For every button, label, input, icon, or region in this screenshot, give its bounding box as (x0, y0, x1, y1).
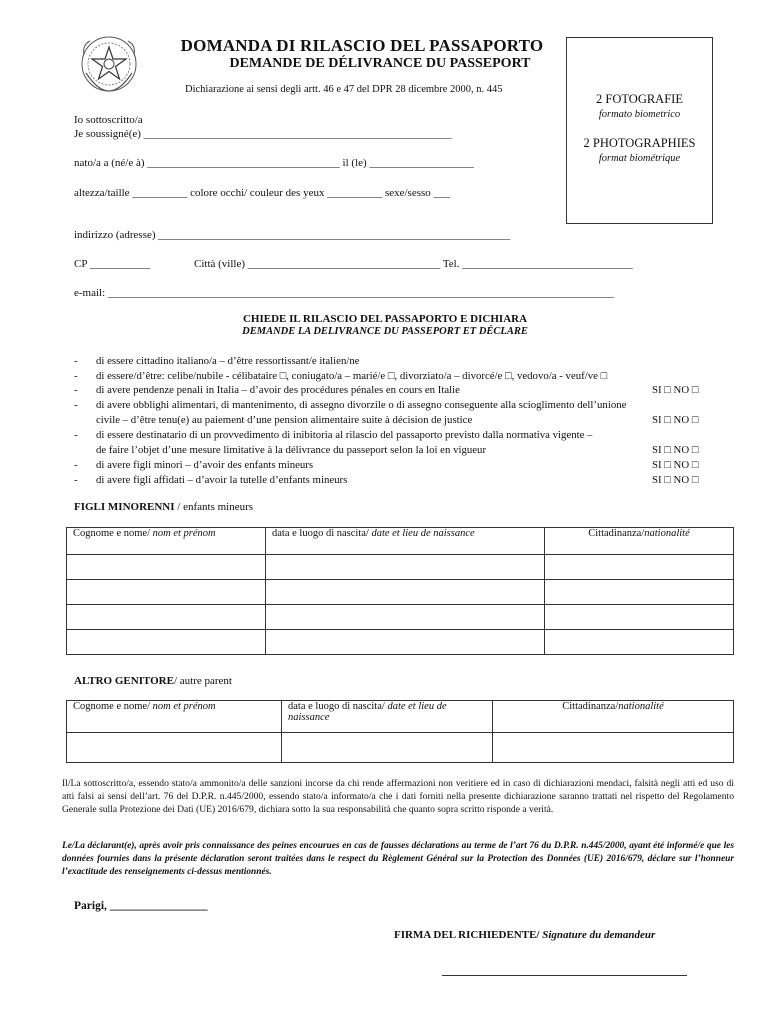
column-header-italic: nom et prénom (150, 701, 216, 712)
column-header-citizenship (493, 701, 734, 733)
si-no-checkboxes[interactable]: SI □ NO □ (652, 444, 699, 456)
table-cell[interactable] (282, 733, 493, 763)
si-no-checkboxes[interactable]: SI □ NO □ (652, 384, 699, 396)
column-header-text: Cognome e nome/ (73, 528, 150, 539)
photo-box (566, 37, 713, 224)
signature-label-italic: Signature du demandeur (539, 929, 656, 941)
table-cell[interactable] (67, 630, 266, 655)
photo-count-italian: 2 FOTOGRAFIE (596, 92, 683, 106)
list-bullet: - (74, 355, 78, 367)
column-header-birth (282, 701, 493, 733)
list-item: di avere obblighi alimentari, di mantenimento, di assegno divorzile o di assegno conseguente alla scioglimento dell’unione (96, 399, 627, 411)
table-cell[interactable] (266, 630, 545, 655)
column-header-text: Cittadinanza/ (562, 701, 619, 712)
field-city-tel[interactable]: Città (ville) ___________________________________ Tel. _______________________________ (194, 258, 633, 270)
other-parent-heading-rest: / autre parent (173, 675, 232, 687)
list-bullet: - (74, 459, 78, 471)
table-header-row (67, 701, 734, 733)
column-header-name (67, 701, 282, 733)
table-row (67, 733, 734, 763)
list-item: di avere figli minori – d’avoir des enfants mineurs (96, 459, 314, 471)
column-header-italic: nationalité (618, 701, 664, 712)
table-header-row (67, 528, 734, 555)
table-cell[interactable] (266, 580, 545, 605)
field-birth-place-date[interactable]: nato/a a (né/e à) ___________________________________ il (le) ___________________ (74, 157, 474, 169)
photo-format-french: format biométrique (598, 153, 681, 164)
column-header-italic: date et lieu de naissance (368, 528, 475, 539)
table-row (67, 555, 734, 580)
place-date-field[interactable]: Parigi, _________________ (74, 900, 208, 912)
field-postal-code[interactable]: CP ___________ (74, 258, 151, 270)
table-cell[interactable] (67, 580, 266, 605)
list-item-civil-status[interactable]: di essere/d’être: celibe/nubile - célibataire □, coniugato/a – marié/e □, divorziato/a – divorcé/e □, vedovo/a - veuf/ve □ (96, 370, 608, 382)
children-heading (74, 501, 253, 513)
table-row (67, 580, 734, 605)
column-header-text: Cittadinanza/ (588, 528, 645, 539)
list-bullet: - (74, 370, 78, 382)
list-item: di essere destinatario di un provvedimento di inibitoria al rilascio del passaporto previsto dalla normativa vigente – (96, 429, 593, 441)
list-bullet: - (74, 399, 78, 411)
column-header-italic: date et lieu de naissance (288, 701, 447, 723)
signature-line[interactable] (442, 975, 687, 976)
table-cell[interactable] (67, 605, 266, 630)
children-heading-rest: / enfants mineurs (174, 501, 254, 513)
column-header-text: Cognome e nome/ (73, 701, 150, 712)
legal-paragraph-italian: Il/La sottoscritto/a, essendo stato/a ammonito/a delle sanzioni incorse da chi rende affermazioni non veritiere ed in caso di dichiarazioni mendaci, falsità negli atti ed uso di atti falsi ai sensi dell’art. 76 del D.P.R. n.445/2000, essendo stato/a informato/a che i dati forniti nella presente dichiarazione saranno trattati nel rispetto del Regolamento Generale sulla Protezione dei Dati (UE) 2016/679, dichiara sotto la sua responsabilità che quanto sopra scritto risponde a verità. (62, 778, 734, 815)
list-bullet: - (74, 474, 78, 486)
table-cell[interactable] (545, 580, 734, 605)
table-cell[interactable] (266, 555, 545, 580)
other-parent-heading-bold: ALTRO GENITORE (74, 675, 174, 687)
children-table (66, 527, 734, 655)
column-header-citizenship (545, 528, 734, 555)
field-height-eyes-sex[interactable]: altezza/taille __________ colore occhi/ couleur des yeux __________ sexe/sesso ___ (74, 187, 451, 199)
form-title-italian: DOMANDA DI RILASCIO DEL PASSAPORTO (180, 36, 544, 55)
other-parent-heading (74, 675, 232, 687)
other-parent-table (66, 700, 734, 763)
legal-declaration-reference: Dichiarazione ai sensi degli artt. 46 e 47 del DPR 28 dicembre 2000, n. 445 (185, 84, 503, 95)
field-email[interactable]: e-mail: ____________________________________________________________________________________________ (74, 287, 614, 299)
children-heading-bold: FIGLI MINORENNI (74, 501, 175, 513)
table-cell[interactable] (545, 605, 734, 630)
table-cell[interactable] (545, 630, 734, 655)
list-item-continuation: civile – d’être tenu(e) au paiement d’une pension alimentaire suite à décision de justice (96, 414, 473, 426)
form-title-french: DEMANDE DE DÉLIVRANCE DU PASSEPORT (229, 56, 531, 71)
photo-format-italian: formato biometrico (598, 109, 681, 120)
photo-count-english: 2 PHOTOGRAPHIES (583, 136, 696, 150)
section-title: CHIEDE IL RILASCIO DEL PASSAPORTO E DICHIARA (242, 313, 528, 325)
signature-label-bold: FIRMA DEL RICHIEDENTE/ (394, 929, 540, 941)
column-header-italic: nationalité (644, 528, 690, 539)
table-cell[interactable] (545, 555, 734, 580)
table-row (67, 630, 734, 655)
table-row (67, 605, 734, 630)
table-cell[interactable] (67, 733, 282, 763)
section-subtitle: DEMANDE LA DELIVRANCE DU PASSEPORT ET DÉCLARE (242, 326, 528, 337)
list-item: di avere figli affidati – d’avoir la tutelle d’enfants mineurs (96, 474, 348, 486)
column-header-text: data e luogo di nascita/ (288, 701, 385, 712)
si-no-checkboxes[interactable]: SI □ NO □ (652, 474, 699, 486)
list-item: di avere pendenze penali in Italia – d’avoir des procédures pénales en cours en Italie (96, 384, 460, 396)
field-je-soussigne[interactable]: Je soussigné(e) ________________________________________________________ (74, 128, 452, 140)
list-item: di essere cittadino italiano/a – d’être ressortissant/e italien/ne (96, 355, 360, 367)
legal-paragraph-french: Le/La déclarant(e), après avoir pris connaissance des peines encourues en cas de fausses déclarations au terme de l’art 76 du D.P.R. n.445/2000, ayant été informé/e que les données fournies dans la présente déclaration seront traitées dans le respect du Règlement Général sur la Protection des Données (UE) 2016/679, déclare sur l’honneur l’exactitude des renseignements ci-dessus mentionnés. (62, 841, 734, 877)
table-cell[interactable] (67, 555, 266, 580)
list-bullet: - (74, 429, 78, 441)
column-header-name (67, 528, 266, 555)
field-address[interactable]: indirizzo (adresse) ________________________________________________________________ (74, 229, 511, 241)
list-item-continuation: de faire l’objet d’une mesure limitative à la délivrance du passeport selon la loi en vigueur (96, 444, 487, 456)
column-header-birth (266, 528, 545, 555)
column-header-italic: nom et prénom (150, 528, 216, 539)
column-header-text: data e luogo di nascita/ (272, 528, 369, 539)
table-cell[interactable] (266, 605, 545, 630)
field-io-sottoscritto: Io sottoscritto/a (74, 114, 143, 126)
si-no-checkboxes[interactable]: SI □ NO □ (652, 414, 699, 426)
table-cell[interactable] (493, 733, 734, 763)
signature-label (394, 929, 655, 941)
si-no-checkboxes[interactable]: SI □ NO □ (652, 459, 699, 471)
list-bullet: - (74, 384, 78, 396)
